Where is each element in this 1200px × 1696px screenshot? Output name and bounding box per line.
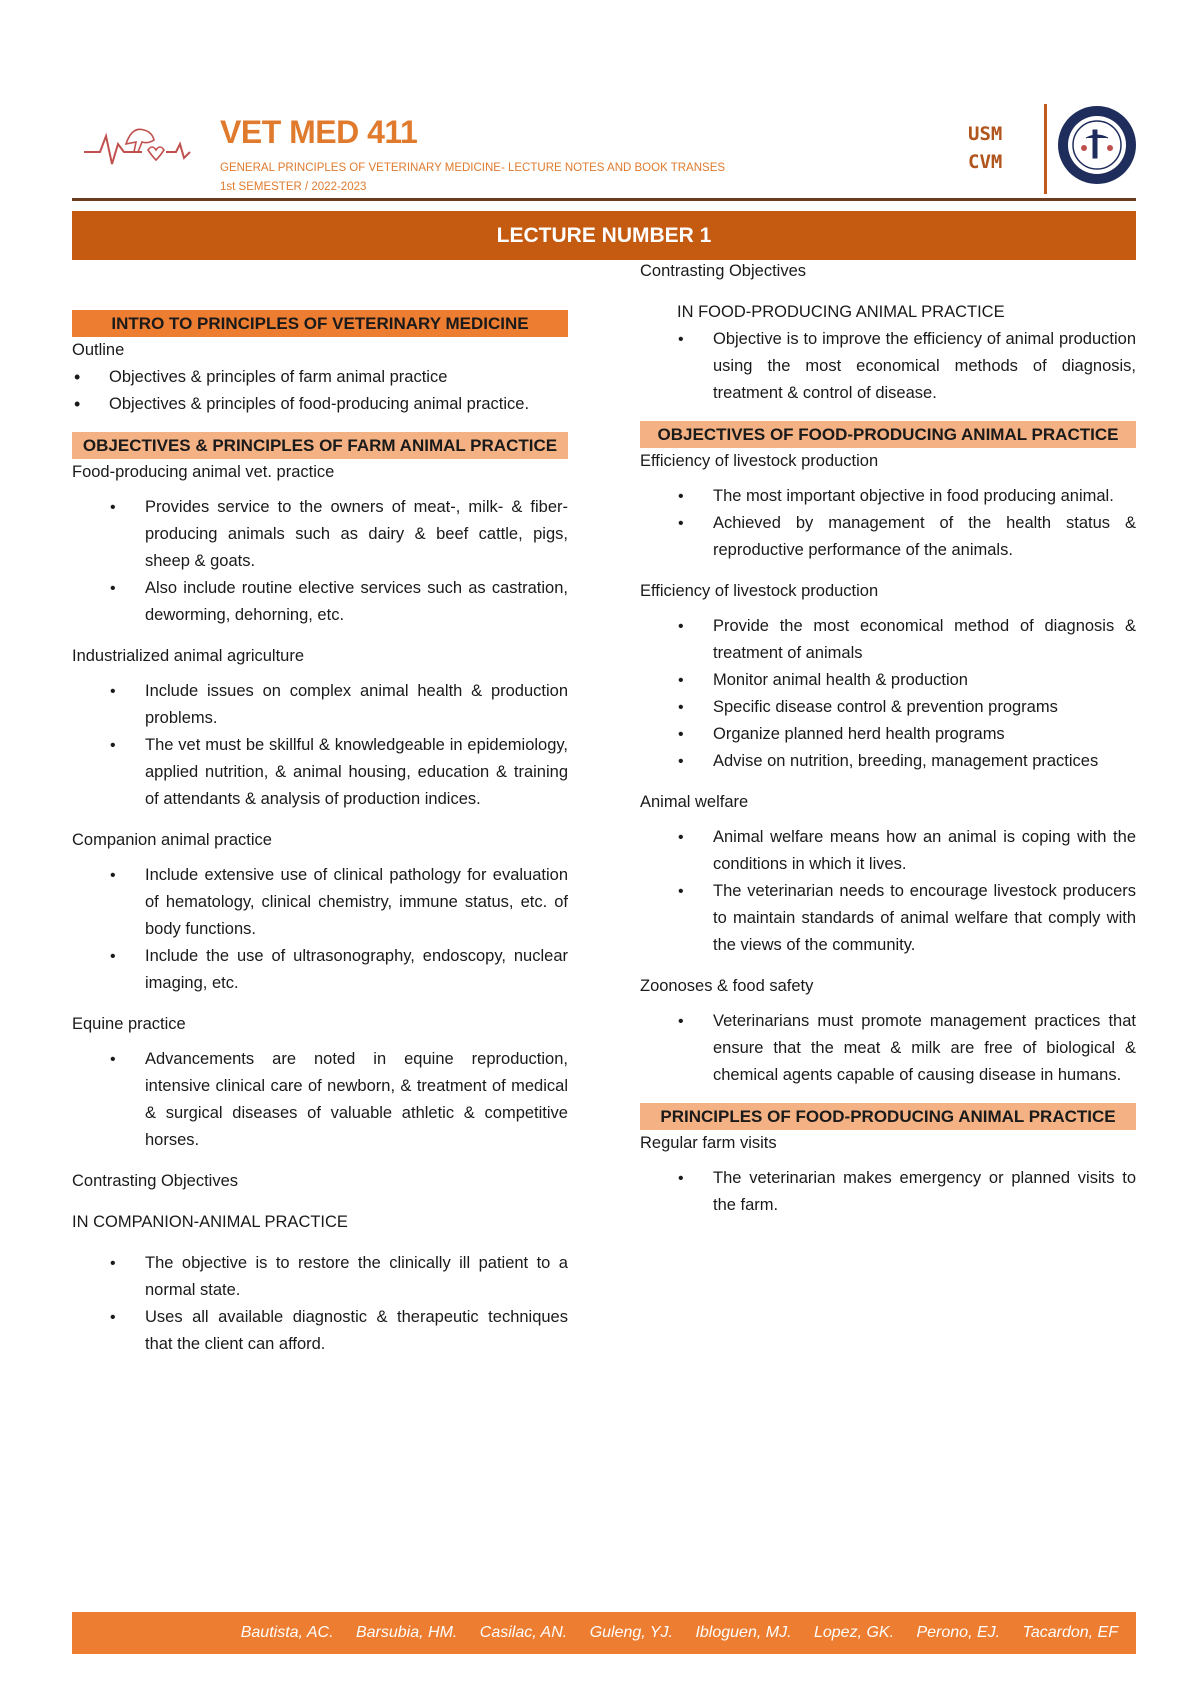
industrialized-list (72, 678, 568, 813)
companion-list (72, 862, 568, 997)
efficiency-label: Efficiency of livestock production (640, 452, 879, 470)
list-item: • Advancements are noted in equine reproduction, intensive clinical care of newborn, & treatment of medical & surgical diseases of valuable athletic & competitive horses. (72, 1046, 568, 1154)
equine-list (72, 1046, 568, 1154)
author-name: Ibloguen, MJ. (695, 1624, 792, 1641)
list-item: • Also include routine elective services such as castration, deworming, dehorning, etc. (72, 575, 568, 629)
author-name: Bautista, AC. (240, 1624, 334, 1641)
org-line-1: USM (968, 123, 1003, 145)
farm-visits-label: Regular farm visits (640, 1134, 777, 1152)
efficiency-label-2: Efficiency of livestock production (640, 582, 879, 600)
zoonoses-list (640, 1008, 1136, 1089)
author-name: Perono, EJ. (916, 1624, 1001, 1641)
org-line-2: CVM (968, 151, 1003, 173)
list-item: • The most important objective in food producing animal. (640, 483, 1136, 510)
list-item: • Objective is to improve the efficiency of animal production using the most economical methods of diagnosis, treatment & control of disease. (640, 326, 1136, 407)
org-abbreviation (968, 120, 1002, 176)
food-practice-list (640, 326, 1136, 407)
list-item: • Monitor animal health & production (640, 667, 1136, 694)
food-producing-label: Food-producing animal vet. practice (72, 463, 335, 481)
list-item: • Specific disease control & prevention programs (640, 694, 1136, 721)
college-seal-icon (1056, 104, 1138, 186)
left-column (72, 280, 568, 1358)
course-title: VET MED 411 (220, 114, 418, 150)
author-name: Guleng, YJ. (589, 1624, 673, 1641)
list-item: • Animal welfare means how an animal is coping with the conditions in which it lives. (640, 824, 1136, 878)
list-item: • Advise on nutrition, breeding, management practices (640, 748, 1136, 775)
list-item: • Provide the most economical method of diagnosis & treatment of animals (640, 613, 1136, 667)
list-item: • Include the use of ultrasonography, endoscopy, nuclear imaging, etc. (72, 943, 568, 997)
list-item: • The vet must be skillful & knowledgeable in epidemiology, applied nutrition, & animal housing, education & training of attendants & analysis of production indices. (72, 732, 568, 813)
farm-visits-list (640, 1165, 1136, 1219)
efficiency-list-2 (640, 613, 1136, 775)
list-item: • The veterinarian needs to encourage livestock producers to maintain standards of animal welfare that comply with the views of the community. (640, 878, 1136, 959)
efficiency-list (640, 483, 1136, 564)
course-subtitle: GENERAL PRINCIPLES OF VETERINARY MEDICINE- LECTURE NOTES AND BOOK TRANSES (220, 162, 726, 174)
lecture-title-bar: LECTURE NUMBER 1 (72, 211, 1136, 260)
author-name: Casilac, AN. (479, 1624, 568, 1641)
objectives-section-heading: OBJECTIVES OF FOOD-PRODUCING ANIMAL PRACTICE (640, 421, 1136, 448)
list-item: • Achieved by management of the health status & reproductive performance of the animals. (640, 510, 1136, 564)
authors-footer (72, 1612, 1136, 1654)
outline-list (72, 364, 568, 418)
farm-section-heading: OBJECTIVES & PRINCIPLES OF FARM ANIMAL PRACTICE (72, 432, 568, 459)
industrialized-label: Industrialized animal agriculture (72, 647, 305, 665)
semester-label: 1st SEMESTER / 2022-2023 (220, 181, 367, 193)
author-name: Tacardon, EF (1022, 1624, 1118, 1641)
list-item: • Veterinarians must promote management practices that ensure that the meat & milk are free of biological & chemical agents capable of causing disease in humans. (640, 1008, 1136, 1089)
contrasting-label: Contrasting Objectives (640, 262, 806, 280)
companion-practice-list (72, 1250, 568, 1358)
food-practice-label: IN FOOD-PRODUCING ANIMAL PRACTICE (677, 303, 1005, 321)
principles-section-heading: PRINCIPLES OF FOOD-PRODUCING ANIMAL PRACTICE (640, 1103, 1136, 1130)
outline-label: Outline (72, 341, 125, 359)
author-name: Lopez, GK. (813, 1624, 895, 1641)
contrasting-label: Contrasting Objectives (72, 1172, 238, 1190)
list-item: • Organize planned herd health programs (640, 721, 1136, 748)
welfare-list (640, 824, 1136, 959)
list-item: • Objectives & principles of food-producing animal practice. (72, 391, 568, 418)
author-name: Barsubia, HM. (355, 1624, 458, 1641)
equine-label: Equine practice (72, 1015, 186, 1033)
list-item: • Objectives & principles of farm animal practice (72, 364, 568, 391)
header-rule (72, 198, 1136, 201)
right-column (640, 262, 1136, 1219)
list-item: • Uses all available diagnostic & therapeutic techniques that the client can afford. (72, 1304, 568, 1358)
list-item: • Provides service to the owners of meat-, milk- & fiber-producing animals such as dairy & beef cattle, pigs, sheep & goats. (72, 494, 568, 575)
list-item: • Include issues on complex animal health & production problems. (72, 678, 568, 732)
heartbeat-animals-logo-icon (82, 114, 192, 174)
document-header (72, 100, 1136, 200)
food-producing-list (72, 494, 568, 629)
header-divider (1044, 104, 1047, 194)
list-item: • Include extensive use of clinical pathology for evaluation of hematology, clinical chemistry, immune status, etc. of body functions. (72, 862, 568, 943)
companion-practice-label: IN COMPANION-ANIMAL PRACTICE (72, 1213, 348, 1231)
list-item: • The veterinarian makes emergency or planned visits to the farm. (640, 1165, 1136, 1219)
zoonoses-label: Zoonoses & food safety (640, 977, 814, 995)
welfare-label: Animal welfare (640, 793, 749, 811)
companion-label: Companion animal practice (72, 831, 272, 849)
intro-section-heading: INTRO TO PRINCIPLES OF VETERINARY MEDICINE (72, 310, 568, 337)
list-item: • The objective is to restore the clinically ill patient to a normal state. (72, 1250, 568, 1304)
